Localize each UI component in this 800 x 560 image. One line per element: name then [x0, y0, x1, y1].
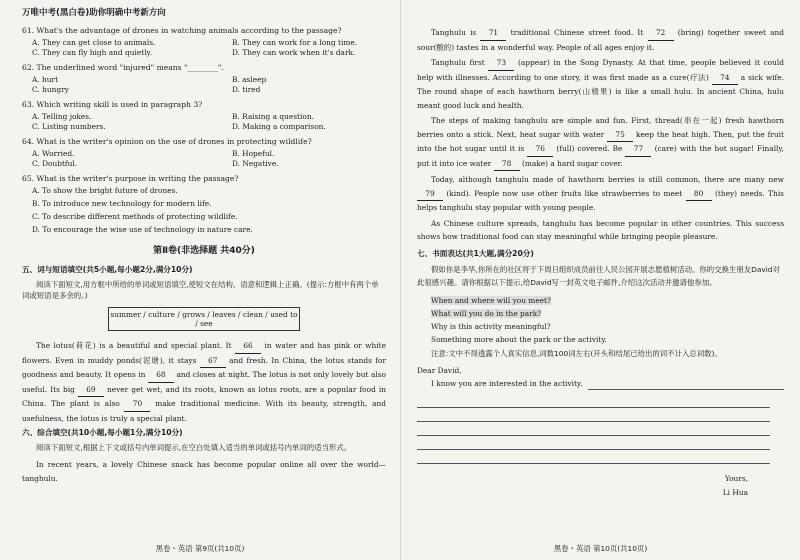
passage-text: Today, although tanghulu made of hawthorn berries is still common, there are many new [431, 175, 784, 184]
right-page-footer: 黑卷・英语 第10页(共10页) [553, 544, 648, 553]
question-65 [22, 174, 386, 235]
writing-prompts [417, 294, 784, 346]
question-number: 64. [22, 137, 35, 146]
lotus-passage [22, 339, 386, 425]
passage-text: and closes at night. The lotus is not only lovely but also useful. Its big [22, 370, 386, 394]
section7-title: 七、书面表达(共1大题,满分20分) [417, 248, 534, 258]
question-number: 61. [22, 26, 35, 35]
option-a: A. Worried. [32, 149, 75, 158]
tanghulu-paragraph-5: As Chinese culture spreads, tanghulu has become popular in other countries. This success shows how traditional food can stay meaningful while bringing people pleasure. [417, 218, 784, 241]
option-a: A. hurt [32, 75, 59, 84]
letter-opening: I know you are interested in the activity. [431, 378, 583, 388]
passage-text: make traditional medicine. With its beauty, strength, and usefulness, the lotus is truly a special plant. [22, 399, 387, 423]
blank-74[interactable]: 74 [712, 71, 738, 86]
letter-opening-line [431, 377, 784, 390]
passage-text: traditional Chinese street food. It [510, 28, 644, 37]
option-c: C. They can fly high and quietly. [32, 48, 153, 57]
option-c: C. Doubtful. [32, 159, 78, 168]
passage-text: never get wet, and its roots, known as lotus roots, are a popular food in China. The plant is also [22, 384, 387, 408]
question-text: The underlined word "injured" means "________". [36, 63, 224, 72]
passage-text: Tanghulu is [431, 28, 477, 37]
passage-text: (full) covered. Be [556, 144, 623, 153]
blank-72[interactable]: 72 [648, 26, 674, 41]
prompt-item: Why is this activity meaningful? [431, 321, 551, 331]
option-b: B. To introduce new technology for modern life. [32, 199, 212, 208]
salutation: Dear David, [417, 365, 462, 375]
passage-text: (they) needs. This helps tanghulu stay popular with young people. [417, 188, 784, 212]
question-number: 65. [22, 174, 35, 183]
passage-text: The lotus(荷花) is a beautiful and special plant. It [36, 341, 232, 350]
part2-title: 第Ⅱ卷(非选择题 共40分) [153, 246, 255, 256]
blank-76[interactable]: 76 [527, 142, 553, 157]
option-c: C. hungry [32, 85, 69, 94]
question-61 [22, 26, 386, 58]
blank-79[interactable]: 79 [417, 187, 443, 202]
prompt-item: What will you do in the park? [431, 308, 542, 318]
section6-intro: In recent years, a lovely Chinese snack has become popular online all over the world—tanghulu. [22, 460, 386, 483]
option-c: C. Listing numbers. [32, 122, 106, 131]
question-62 [22, 63, 386, 95]
tanghulu-paragraph-2 [417, 56, 784, 112]
letter-closing: Yours, [724, 473, 748, 483]
passage-text: (make) a hard sugar cover. [521, 158, 623, 168]
question-63 [22, 100, 386, 132]
blank-75[interactable]: 75 [607, 128, 633, 143]
option-d: D. Negative. [232, 159, 279, 168]
passage-text: (care) with the hot sugar! Finally, put it into ice water [417, 144, 784, 168]
question-text: What is the writer's purpose in writing the passage? [36, 174, 239, 183]
passage-text: Tanghulu first [431, 58, 485, 67]
page-header: 万唯中考(黑白卷)助你明确中考新方向 [22, 8, 166, 18]
option-c: C. To describe different methods of protecting wildlife. [32, 212, 238, 221]
writing-line[interactable] [588, 377, 784, 390]
right-page [400, 0, 800, 560]
question-text: What's the advantage of drones in watching animals according to the passage? [36, 26, 342, 35]
blank-69[interactable]: 69 [78, 383, 104, 398]
blank-80[interactable]: 80 [686, 187, 712, 202]
option-a: A. To show the bright future of drones. [32, 186, 178, 195]
letter-signature: Li Hua [722, 487, 748, 497]
question-number: 62. [22, 63, 35, 72]
passage-text: a sick wife. The round shape of each hawthorn berry(山楂果) is like a small hulu. In ancient China, hulu meant good luck and health. [417, 72, 784, 110]
blank-68[interactable]: 68 [148, 368, 174, 383]
question-text: What is the writer's opinion on the use of drones in protecting wildlife? [36, 137, 312, 146]
option-d: D. tired [232, 85, 261, 94]
question-list [22, 26, 386, 235]
section7-instructions: 假如你是李华,你所在的社区将于下周日组织成员前往人民公园开展志愿植树活动。你的交换生朋友David对此很感兴趣。请你根据以下提示,给David写一封英文电子邮件,介绍这次活动并邀请他参加。 [417, 264, 780, 287]
tanghulu-paragraph-3 [417, 114, 784, 171]
blank-67[interactable]: 67 [200, 354, 226, 369]
writing-line[interactable] [417, 436, 770, 450]
left-page-footer: 黑卷・英语 第9页(共10页) [155, 544, 245, 553]
option-a: A. They can get close to animals. [32, 38, 156, 47]
writing-line[interactable] [417, 394, 770, 408]
writing-note: 注意:文中不得透露个人真实信息,词数100词左右(开头和结尾已给出的词不计入总词数)。 [431, 348, 722, 358]
tanghulu-paragraph-1 [417, 26, 784, 54]
writing-line[interactable] [417, 450, 770, 464]
passage-text: and fresh. In China, the lotus stands for goodness and beauty. It opens in [22, 355, 386, 379]
blank-66[interactable]: 66 [235, 339, 261, 354]
prompt-item: When and where will you meet? [431, 295, 551, 305]
option-d: D. To encourage the wise use of technology in nature care. [32, 225, 253, 234]
tanghulu-paragraph-4 [417, 173, 784, 215]
question-64 [22, 137, 386, 169]
question-text: Which writing skill is used in paragraph 3? [36, 100, 203, 109]
writing-line[interactable] [417, 422, 770, 436]
writing-line[interactable] [417, 408, 770, 422]
option-d: D. They can work when it's dark. [232, 48, 356, 57]
blank-78[interactable]: 78 [494, 157, 520, 172]
passage-text: (kind). People now use other fruits like strawberries to meet [446, 188, 683, 198]
section6-instructions: 阅读下面短文,根据上下文或括号内单词提示,在空白处填入适当的单词或括号内单词的适当形式。 [36, 443, 352, 452]
blank-73[interactable]: 73 [488, 56, 514, 71]
section5-title: 五、词与短语填空(共5小题,每小题2分,满分10分) [22, 265, 193, 274]
option-a: A. Telling jokes. [32, 112, 92, 121]
passage-text: (bring) together sweet and sour(酸的) tastes in a wonderful way. People of all ages enjoy it. [417, 28, 785, 52]
blank-71[interactable]: 71 [480, 26, 506, 41]
section6-title: 六、综合填空(共10小题,每小题1分,满分10分) [22, 428, 183, 437]
option-b: B. asleep [232, 75, 267, 84]
word-box: summer / culture / grows / leaves / clean / used to / see [108, 307, 300, 331]
passage-text: The steps of making tanghulu are simple and fun. First, thread(串在一起) fresh hawthorn berries onto a stick. Next, heat sugar with water [417, 116, 784, 139]
section5-instructions: 阅读下面短文,用方框中所给的单词或短语填空,使短文在结构、语意和逻辑上正确。(提示:方框中有两个单词或短语是多余的。) [22, 280, 379, 300]
question-number: 63. [22, 100, 35, 109]
option-b: B. Raising a question. [232, 112, 314, 121]
passage-text: in water and has pink or white flowers. Even in muddy ponds(泥塘), it stays [22, 341, 386, 365]
passage-text: keep the heat high. Then, put the fruit into the hot sugar until it is [417, 129, 785, 153]
option-d: D. Making a comparison. [232, 122, 326, 131]
prompt-item: Something more about the park or the activity. [431, 334, 607, 344]
passage-text: (appear) in the Song Dynasty. At that time, people believed it could help with illnesses. According to one story, it was first made as a cure(疗法) [417, 58, 784, 82]
option-b: B. They can work for a long time. [232, 38, 358, 47]
blank-77[interactable]: 77 [625, 142, 651, 157]
blank-70[interactable]: 70 [124, 397, 150, 412]
option-b: B. Hopeful. [232, 149, 275, 158]
